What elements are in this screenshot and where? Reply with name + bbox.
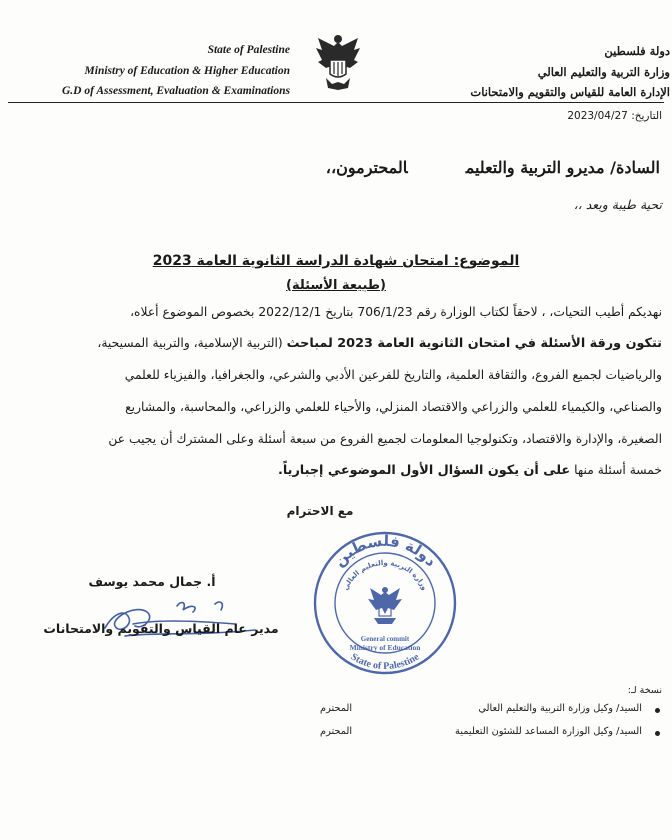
body-line-2 [24,336,662,351]
addressee-line [240,158,660,177]
stamp-eagle-icon [368,587,402,624]
copy-honorific: المحترم [320,726,353,737]
header-english-ministry: Ministry of Education & Higher Education [84,65,290,77]
header-arabic-directorate: الإدارة العامة للقياس والتقويم والامتحانات [470,85,670,99]
body-line-6-start: خمسة أسئلة منها [574,463,662,477]
copy-item [320,726,660,740]
body-line-2-rest: (التربية الإسلامية، والتربية المسيحية، [97,336,283,350]
header-english-directorate: G.D of Assessment, Evaluation & Examinations [61,85,290,97]
stamp-top-text: دولة فلسطين [330,531,441,571]
body-line-4: والصناعي، والكيمياء للعلمي والزراعي والاقتصاد المنزلي، والأحياء للعلمي والزراعي، والمحاسبة، والمشاريع [125,400,662,414]
bullet-icon [655,731,660,736]
body-line-1: نهديكم أطيب التحيات، ، لاحقاً لكتاب الوزارة رقم 706/1/23 بتاريخ 2022/12/1 بخصوص الموضوع أعلاه، [130,305,662,319]
header-english-state: State of Palestine [207,44,290,56]
copies-label: نسخة لـ: [627,685,662,696]
stamp-en-line-1: General commit [360,635,410,643]
copy-recipient: السيد/ وكيل الوزارة المساعد للشئون التعليمية [455,726,642,737]
letter-date: التاريخ: 2023/04/27 [567,110,662,122]
stamp-en-line-2: Ministry of Education [349,643,421,652]
copy-recipient: السيد/ وكيل وزارة التربية والتعليم العالي [478,703,642,714]
stamp-en-line-3: State of Palestine [348,651,422,673]
bullet-icon [655,708,660,713]
stamp-inner-text: وزارة التربية والتعليم العالي [341,558,429,592]
signer-name: أ. جمال محمد يوسف [88,574,216,589]
subject-subtitle: (طبيعة الأسئلة) [286,278,386,293]
header-arabic-state: دولة فلسطين [604,44,670,58]
header-arabic-ministry: وزارة التربية والتعليم العالي [537,65,670,79]
subject-line: الموضوع: امتحان شهادة الدراسة الثانوية العامة 2023 [152,253,520,269]
greeting: تحية طيبة وبعد ،، [573,197,662,212]
handwritten-signature [95,590,265,650]
body-line-6 [24,463,662,478]
body-line-6-bold: على أن يكون السؤال الأول الموضوعي إجبارياً. [277,463,571,478]
addressee-to: السادة/ مديرو التربية والتعليم [465,158,660,177]
body-line-2-bold: تتكون ورقة الأسئلة في امتحان الثانوية العامة 2023 لمباحث [286,336,662,351]
signer-title: مدير عام القياس والتقويم والامتحانات [43,621,279,636]
addressee-honorific: المحترمون،، [325,158,408,177]
copy-item [320,703,660,717]
closing-regards: مع الاحترام [286,504,354,518]
official-stamp [310,528,460,678]
body-line-3: والرياضيات لجميع الفروع، والثقافة العلمية، والتاريخ للفرعين الأدبي والشرعي، والجغرافيا، والفيزياء للعلمي [124,368,662,382]
copy-honorific: المحترم [320,703,353,714]
palestine-eagle-emblem-icon [312,32,364,94]
header-divider [8,102,664,103]
body-line-5: الصغيرة، والإدارة والاقتصاد، وتكنولوجيا المعلومات لجميع الفروع من سبعة أسئلة وعلى المشترك أن يجيب عن [108,432,662,446]
